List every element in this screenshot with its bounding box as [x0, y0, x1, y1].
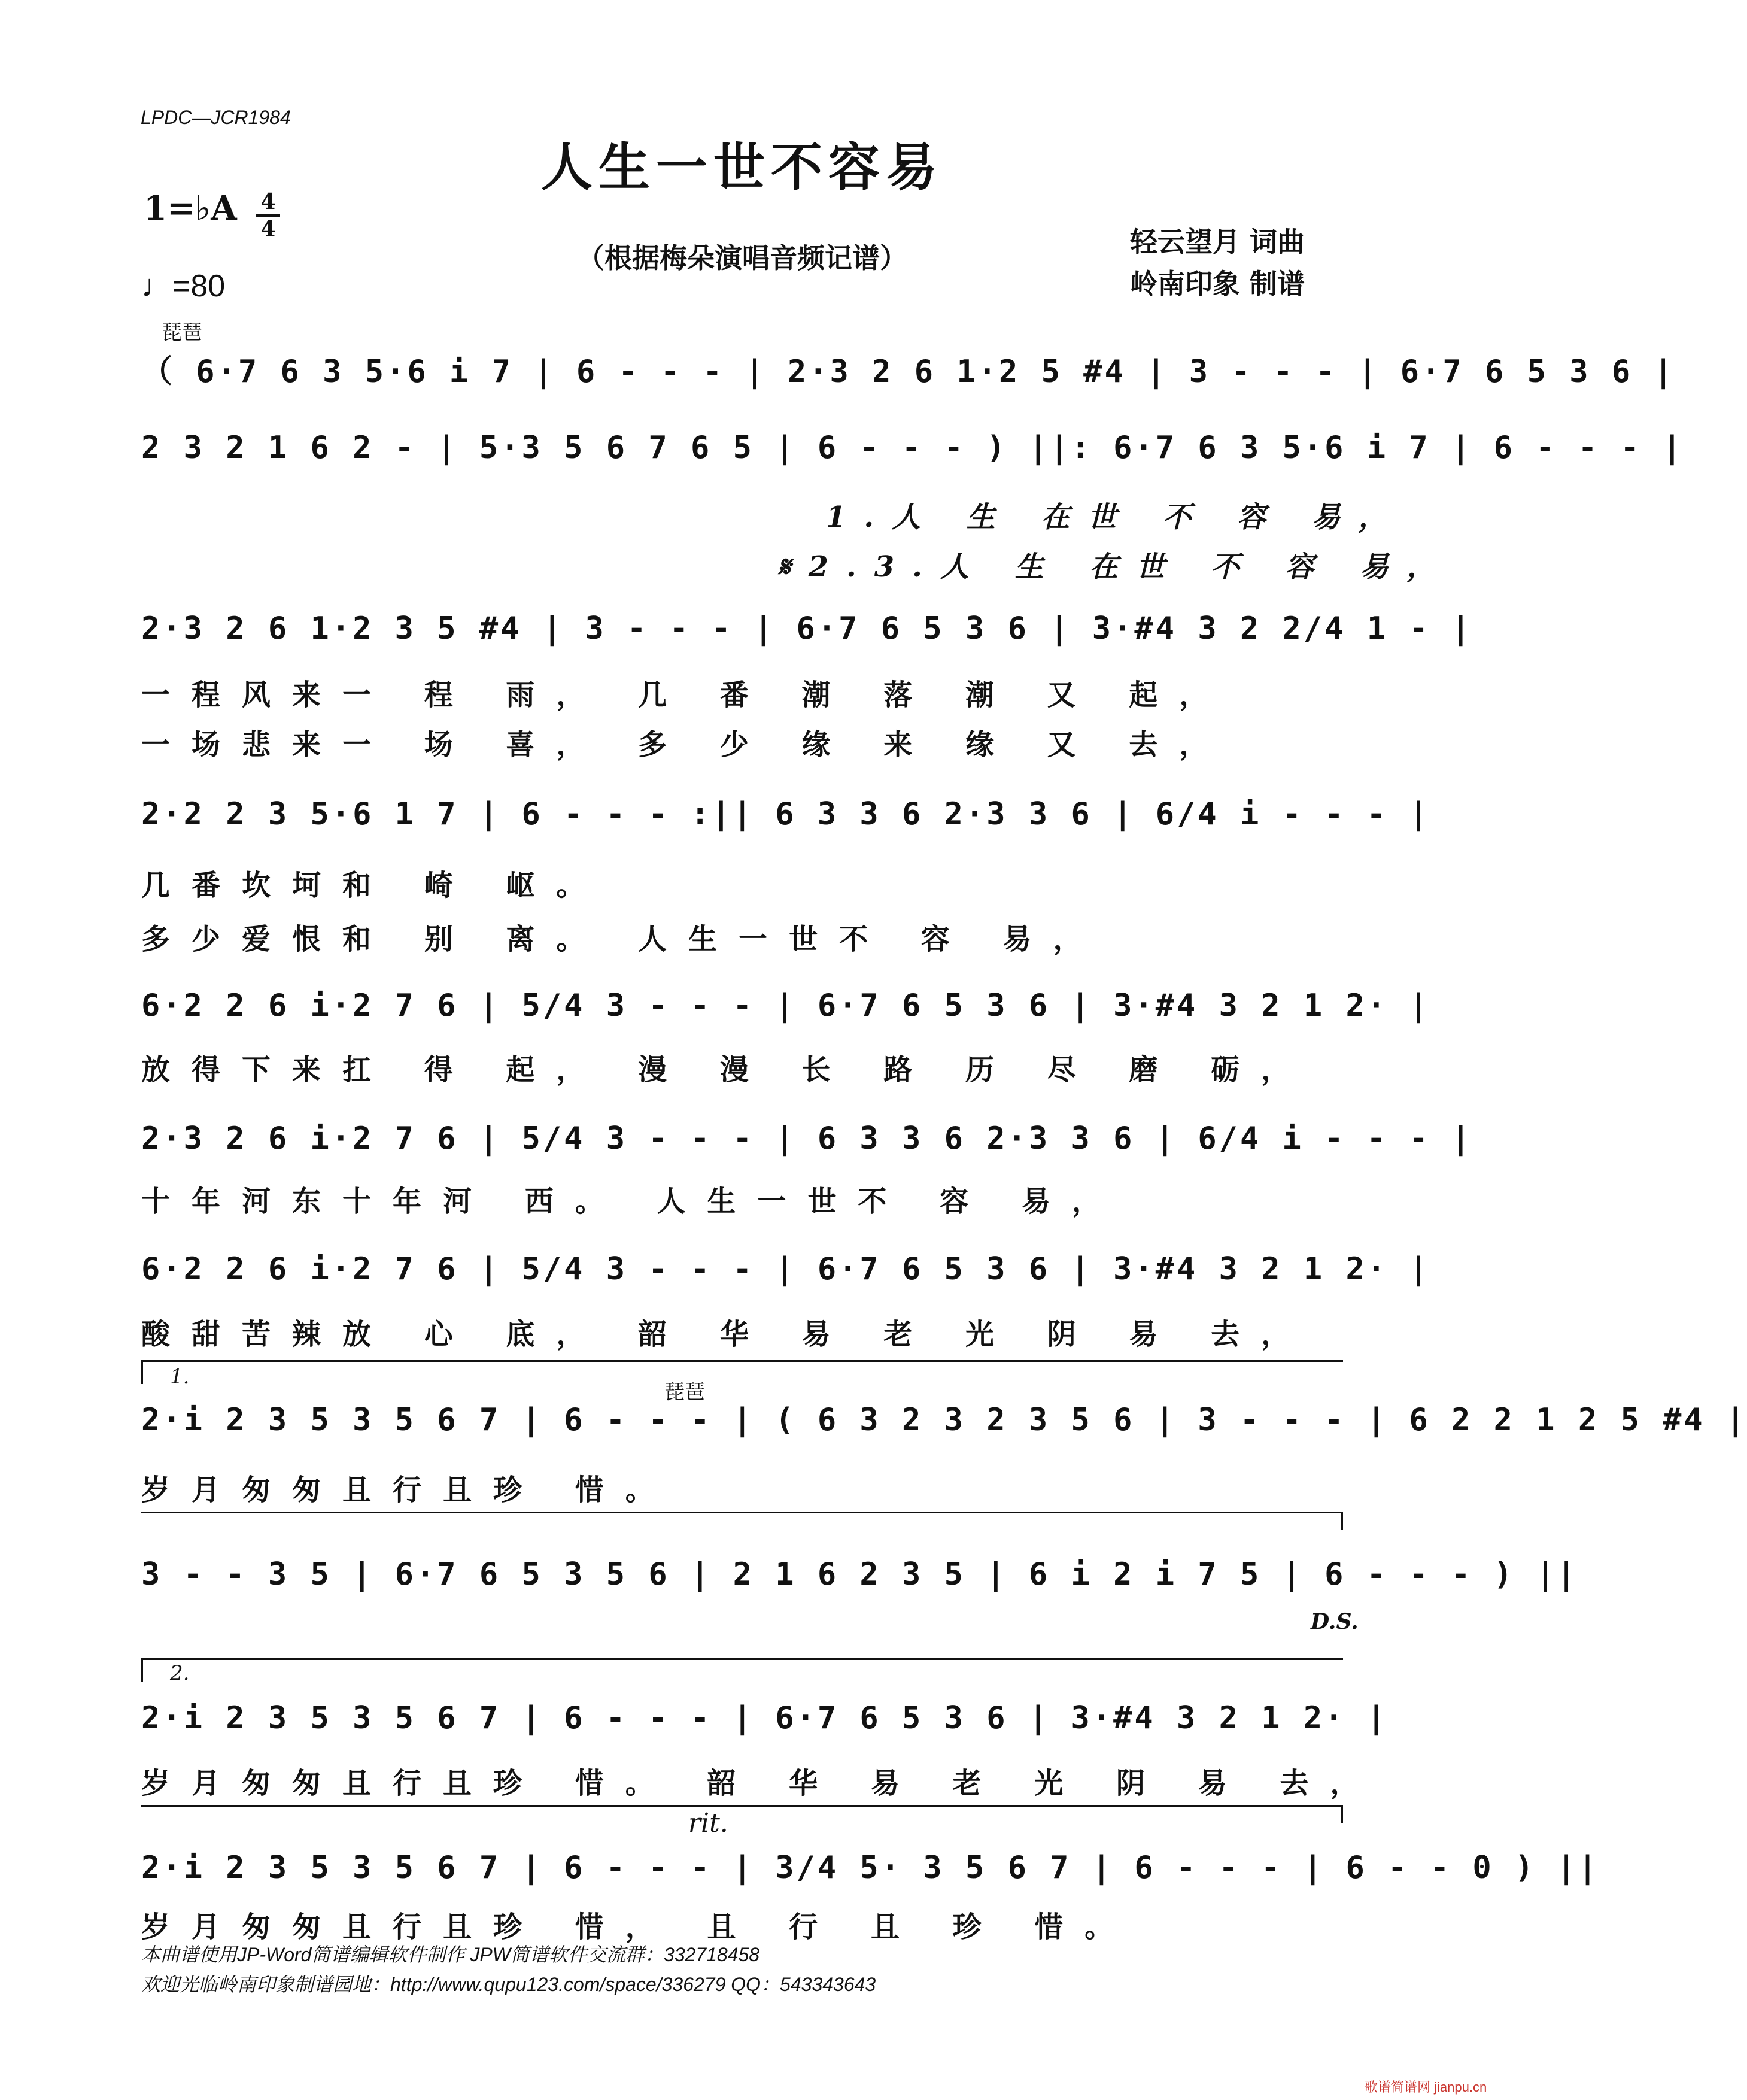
- song-title: 人生一世不容易: [541, 137, 943, 198]
- lyric-line: 一程风来一 程 雨， 几 番 潮 落 潮 又 起，: [141, 678, 1230, 712]
- volta-continuation-hook: [1341, 1512, 1343, 1530]
- notation-row: 2·i 2 3 5 3 5 6 7 | 6 - - - | 6·7 6 5 3 6 | 3·#4 3 2 1 2· |: [141, 1700, 1389, 1736]
- time-signature: [256, 190, 280, 241]
- dal-segno-mark: D.S.: [1311, 1609, 1359, 1634]
- notation-row: 2·i 2 3 5 3 5 6 7 | 6 - - - | ( 6 3 2 3 2 3 5 6 | 3 - - - | 6 2 2 1 2 5 #4 |: [141, 1402, 1747, 1438]
- volta-continuation-line: [141, 1512, 1343, 1513]
- lyric-line: 十年河东十年河 西。 人生一世不 容 易，: [141, 1185, 1122, 1218]
- volta-bracket-hook: [141, 1658, 143, 1682]
- notation-row: 2 3 2 1 6 2 - | 5·3 5 6 7 6 5 | 6 - - - ) ||: 6·7 6 3 5·6 i 7 | 6 - - - |: [141, 430, 1684, 466]
- notation-row: 2·2 2 3 5·6 1 7 | 6 - - - :|| 6 3 3 6 2·3 3 6 | 6/4 i - - - |: [141, 796, 1430, 832]
- notation-row: （ 6·7 6 3 5·6 i 7 | 6 - - - | 2·3 2 6 1·2 5 #4 | 3 - - - | 6·7 6 5 3 6 |: [141, 354, 1675, 390]
- site-watermark: 歌谱简谱网 jianpu.cn: [1365, 2080, 1487, 2095]
- credit-lyrics-composer: 轻云望月 词曲: [1130, 226, 1305, 258]
- volta-number: 1.: [170, 1365, 190, 1389]
- time-signature-top: 4: [260, 189, 276, 214]
- volta-continuation-hook: [1341, 1805, 1343, 1823]
- volta-bracket-hook: [141, 1360, 143, 1384]
- notation-row: 3 - - 3 5 | 6·7 6 5 3 5 6 | 2 1 6 2 3 5 | 6 i 2 i 7 5 | 6 - - - ) ||: [141, 1556, 1578, 1592]
- subtitle: （根据梅朵演唱音频记谱）: [577, 242, 907, 274]
- ritardando-mark: rit.: [688, 1808, 728, 1838]
- lyric-line: 岁月匆匆且行且珍 惜。: [141, 1473, 676, 1507]
- notation-row: 2·i 2 3 5 3 5 6 7 | 6 - - - | 3/4 5· 3 5 6 7 | 6 - - - | 6 - - 0 ) ||: [141, 1850, 1600, 1886]
- notation-row: 6·2 2 6 i·2 7 6 | 5/4 3 - - - | 6·7 6 5 3 6 | 3·#4 3 2 1 2· |: [141, 1251, 1430, 1287]
- lyric-line: 岁月匆匆且行且珍 惜。 韶 华 易 老 光 阴 易 去，: [141, 1767, 1381, 1800]
- lyric-line: 1.人 生 在世 不 容 易，: [826, 500, 1405, 534]
- volta-bracket-line: [141, 1658, 1343, 1660]
- lyric-line: 𝄋2.3.人 生 在世 不 容 易，: [778, 550, 1454, 584]
- instrument-mark: 琵琶: [664, 1380, 705, 1404]
- source-code: LPDC—JCR1984: [141, 107, 291, 128]
- lyric-line: 岁月匆匆且行且珍 惜， 且 行 且 珍 惜。: [141, 1910, 1135, 1944]
- volta-continuation-line: [141, 1805, 1343, 1807]
- lyric-line: 几番坎坷和 崎 岖。: [141, 869, 607, 902]
- footer-software-note: 本曲谱使用JP-Word简谱编辑软件制作 JPW简谱软件交流群：332718458: [141, 1944, 760, 1965]
- notation-row: 2·3 2 6 i·2 7 6 | 5/4 3 - - - | 6 3 3 6 2·3 3 6 | 6/4 i - - - |: [141, 1121, 1473, 1157]
- volta-bracket-line: [141, 1360, 1343, 1362]
- lyric-line: 酸甜苦辣放 心 底， 韶 华 易 老 光 阴 易 去，: [141, 1318, 1312, 1351]
- credit-arranger: 岭南印象 制谱: [1130, 268, 1305, 300]
- key-signature: 1=♭A: [144, 189, 237, 228]
- notation-row: 6·2 2 6 i·2 7 6 | 5/4 3 - - - | 6·7 6 5 3 6 | 3·#4 3 2 1 2· |: [141, 988, 1430, 1024]
- time-signature-bottom: 4: [260, 217, 276, 242]
- tempo-marking: ♩=80: [141, 269, 226, 304]
- lyric-line: 放得下来扛 得 起， 漫 漫 长 路 历 尽 磨 砺，: [141, 1053, 1312, 1087]
- instrument-mark: 琵琶: [162, 321, 202, 345]
- lyric-line: 多少爱恨和 别 离。 人生一世不 容 易，: [141, 922, 1104, 956]
- lyric-line: 一场悲来一 场 喜， 多 少 缘 来 缘 又 去，: [141, 728, 1230, 761]
- volta-number: 2.: [170, 1661, 190, 1685]
- notation-row: 2·3 2 6 1·2 3 5 #4 | 3 - - - | 6·7 6 5 3 6 | 3·#4 3 2 2/4 1 - |: [141, 611, 1473, 647]
- footer-website-note: 欢迎光临岭南印象制谱园地：http://www.qupu123.com/space/336279 QQ：543343643: [141, 1974, 876, 1995]
